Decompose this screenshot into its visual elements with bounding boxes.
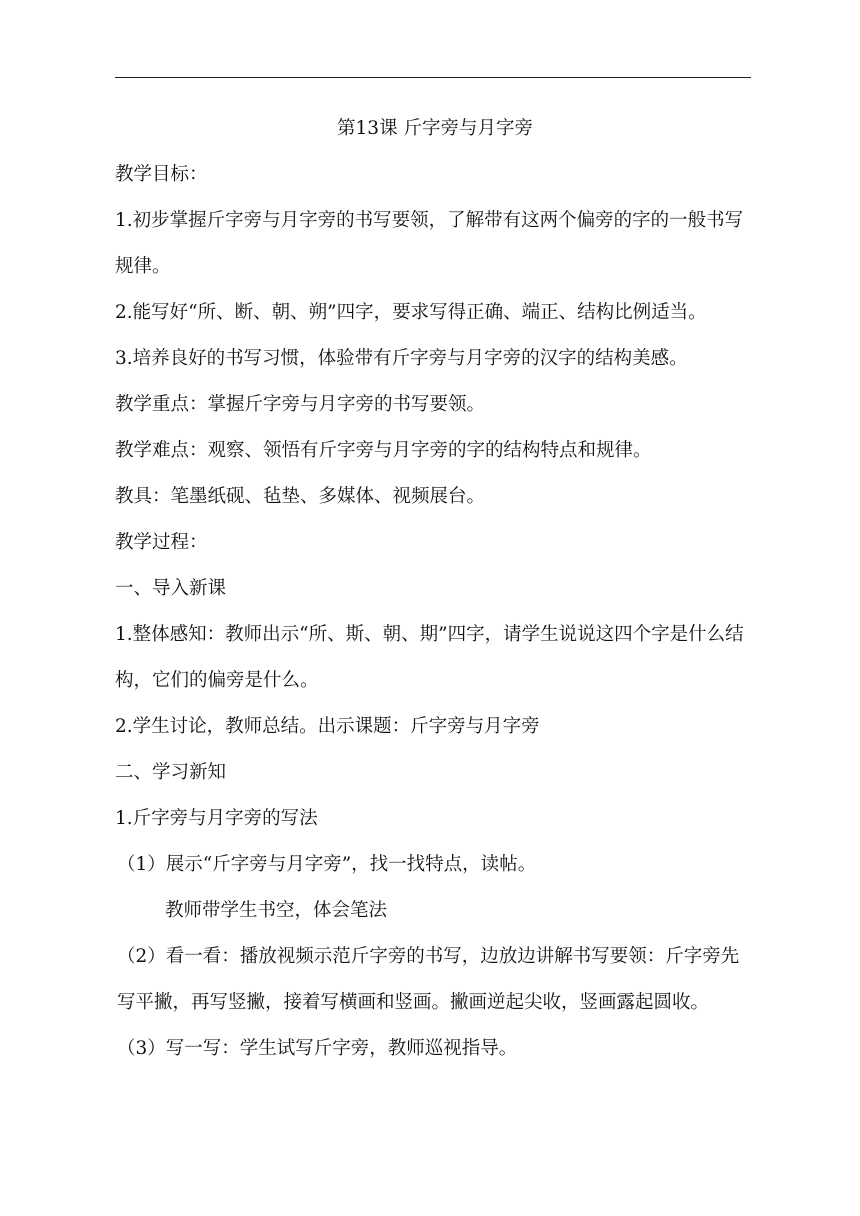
section-2-step-1: （1）展示“斤字旁与月字旁”，找一找特点，读帖。 [117, 854, 537, 875]
section-2-step-3: （3）写一写：学生试写斤字旁，教师巡视指导。 [117, 1038, 518, 1059]
section-1-heading: 一、导入新课 [115, 578, 227, 599]
section-1-item-2: 2.学生讨论，教师总结。出示课题：斤字旁与月字旁 [115, 716, 540, 737]
section-2-step-2: （2）看一看：播放视频示范斤字旁的书写，边放边讲解书写要领：斤字旁先写平撇，再写竖撇，接着写横画和竖画。撇画逆起尖收，竖画露起圆收。 [117, 946, 740, 1013]
header-rule [115, 77, 751, 78]
process-heading: 教学过程： [115, 532, 208, 553]
page-title: 第13课 斤字旁与月字旁 [337, 118, 533, 139]
difficulty: 教学难点：观察、领悟有斤字旁与月字旁的字的结构特点和规律。 [115, 440, 652, 461]
goal-1: 1.初步掌握斤字旁与月字旁的书写要领，了解带有这两个偏旁的字的一般书写规律。 [115, 210, 744, 277]
section-2-item-1: 1.斤字旁与月字旁的写法 [115, 808, 318, 829]
section-2-heading: 二、学习新知 [115, 762, 227, 783]
section-2-step-1-note: 教师带学生书空，体会笔法 [165, 900, 388, 921]
section-1-item-1: 1.整体感知：教师出示“所、斯、朝、期”四字，请学生说说这四个字是什么结构，它们的偏旁是什么。 [115, 624, 744, 691]
goal-3: 3.培养良好的书写习惯，体验带有斤字旁与月字旁的汉字的结构美感。 [115, 348, 688, 369]
goal-2: 2.能写好“所、断、朝、朔”四字，要求写得正确、端正、结构比例适当。 [115, 302, 707, 323]
teaching-tools: 教具：笔墨纸砚、毡垫、多媒体、视频展台。 [115, 486, 486, 507]
document-body [115, 106, 755, 1072]
goals-heading: 教学目标： [115, 164, 208, 185]
key-point: 教学重点：掌握斤字旁与月字旁的书写要领。 [115, 394, 486, 415]
